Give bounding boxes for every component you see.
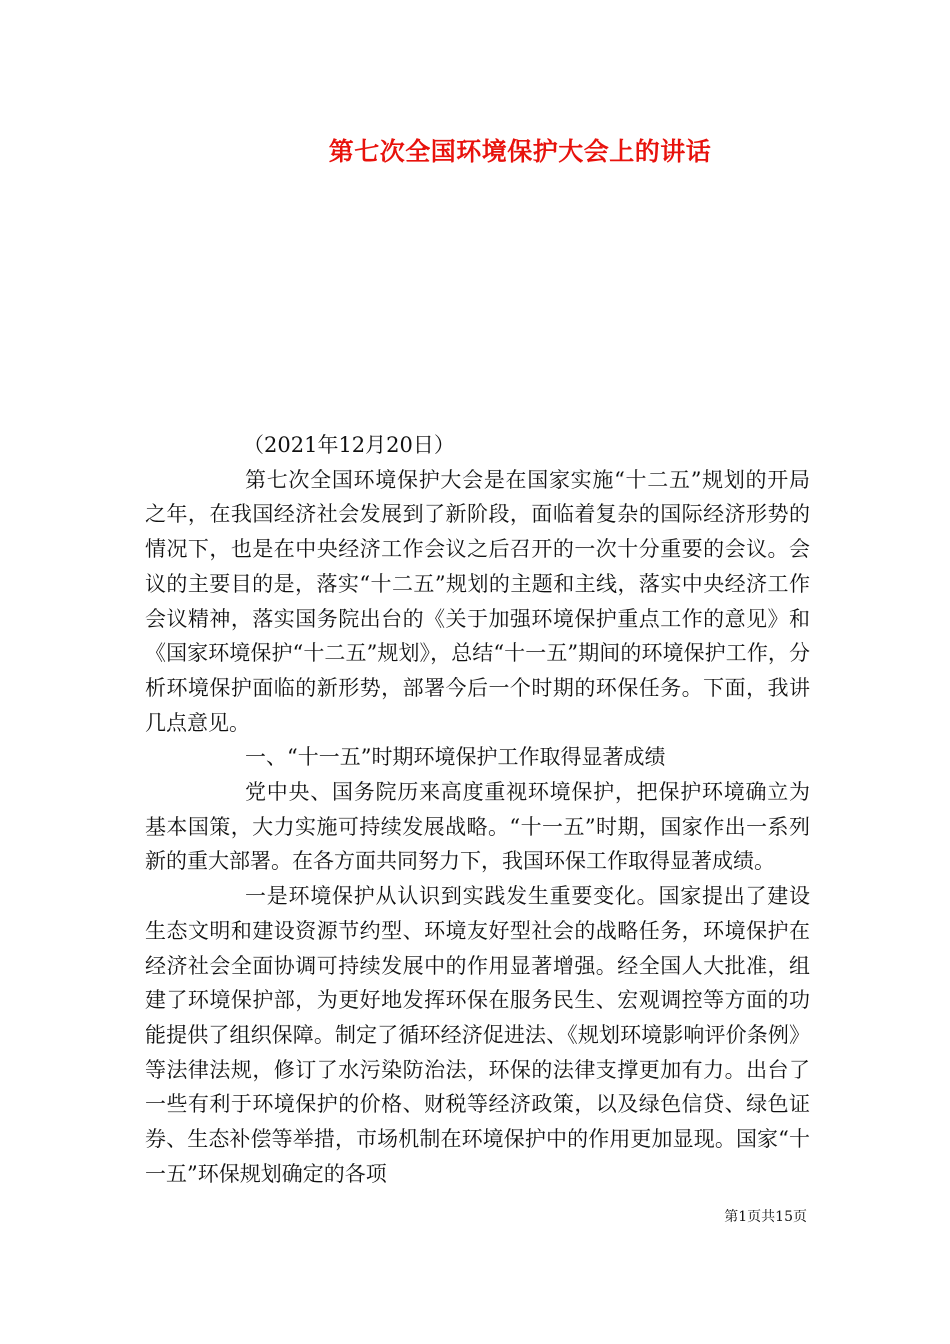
paragraph-achievements: 党中央、国务院历来高度重视环境保护，把保护环境确立为基本国策，大力实施可持续发展战略。“十一五”时期，国家作出一系列新的重大部署。在各方面共同努力下，我国环保工作取得显著成绩。 — [145, 780, 810, 874]
paragraph-point-one: 一是环境保护从认识到实践发生重要变化。国家提出了建设生态文明和建设资源节约型、环境友好型社会的战略任务，环境保护在经济社会全面协调可持续发展中的作用显著增强。经全国人大批准，组建了环境保护部，为更好地发挥环保在服务民生、宏观调控等方面的功能提供了组织保障。制定了循环经济促进法、《规划环境影响评价条例》等法律法规，修订了水污染防治法，环保的法律支撑更加有力。出台了一些有利于环境保护的价格、财税等经济政策，以及绿色信贷、绿色证券、生态补偿等举措，市场机制在环境保护中的作用更加显现。国家“十一五”环保规划确定的各项 — [145, 884, 810, 1186]
date-line: （2021年12月20日） — [243, 433, 455, 457]
document-body — [145, 428, 810, 1191]
section-heading-1: 一、“十一五”时期环境保护工作取得显著成绩 — [245, 745, 666, 770]
paragraph-intro: 第七次全国环境保护大会是在国家实施“十二五”规划的开局之年，在我国经济社会发展到了新阶段，面临着复杂的国际经济形势的情况下，也是在中央经济工作会议之后召开的一次十分重要的会议。会议的主要目的是，落实“十二五”规划的主题和主线，落实中央经济工作会议精神，落实国务院出台的《关于加强环境保护重点工作的意见》和《国家环境保护“十二五”规划》，总结“十一五”期间的环境保护工作，分析环境保护面临的新形势，部署今后一个时期的环保任务。下面，我讲几点意见。 — [145, 467, 810, 735]
page-number-footer: 第1页共15页 — [724, 1209, 807, 1225]
document-title: 第七次全国环境保护大会上的讲话 — [328, 137, 712, 166]
